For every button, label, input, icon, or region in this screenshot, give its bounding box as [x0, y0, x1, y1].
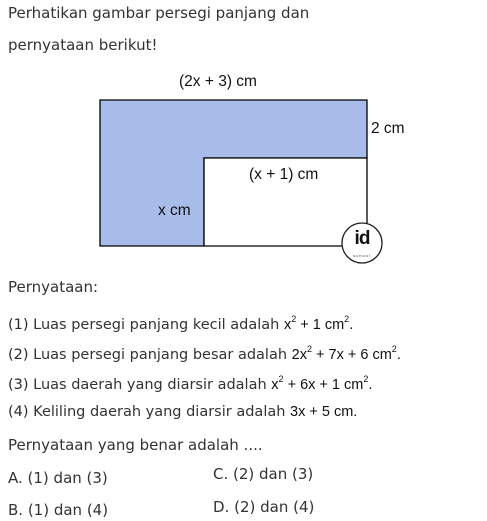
option-c[interactable]: C. (2) dan (3)	[213, 465, 314, 483]
statement-text: Keliling daerah yang diarsir adalah	[33, 404, 291, 420]
statement-2	[8, 344, 401, 363]
exponent: 2	[363, 374, 369, 384]
math-part: + 6x + 1 cm	[283, 377, 364, 393]
exponent: 2	[291, 314, 297, 324]
statement-text: Luas daerah yang diarsir adalah	[33, 377, 272, 393]
intro-line-2: pernyataan berikut!	[8, 36, 158, 54]
option-d[interactable]: D. (2) dan (4)	[213, 498, 315, 516]
logo-subtext: school	[353, 253, 371, 258]
statement-number: (2)	[8, 347, 29, 363]
intro-line-1: Perhatikan gambar persegi panjang dan	[8, 4, 310, 22]
top-width-label: (2x + 3) cm	[179, 73, 257, 90]
statements-title: Pernyataan:	[8, 278, 99, 296]
right-height-label: 2 cm	[371, 120, 405, 137]
exponent: 2	[278, 374, 284, 384]
statement-number: (4)	[8, 404, 29, 420]
statement-3	[8, 374, 372, 393]
math-part: x	[271, 377, 279, 393]
math-part: x	[283, 317, 292, 333]
question-text: Pernyataan yang benar adalah ....	[8, 436, 263, 454]
exponent: 2	[344, 314, 350, 324]
statement-text: Luas persegi panjang besar adalah	[33, 347, 292, 363]
inner-width-label: (x + 1) cm	[249, 166, 319, 183]
math-part: + 7x + 6 cm	[312, 347, 392, 363]
statement-1	[8, 314, 353, 333]
statement-4	[8, 404, 357, 420]
option-a[interactable]: A. (1) dan (3)	[8, 469, 108, 487]
period: .	[349, 317, 354, 333]
math-part: + 1 cm	[296, 317, 345, 333]
math-part: 2x	[291, 347, 307, 363]
logo-text: id	[354, 228, 370, 249]
exponent: 2	[391, 344, 397, 354]
math-part: 3x + 5 cm	[290, 404, 354, 420]
statement-number: (1)	[8, 317, 29, 333]
option-b[interactable]: B. (1) dan (4)	[8, 501, 109, 519]
period: .	[396, 347, 401, 363]
period: .	[368, 377, 373, 393]
statement-text: Luas persegi panjang kecil adalah	[33, 317, 284, 333]
left-height-label: x cm	[158, 202, 191, 219]
statement-number: (3)	[8, 377, 29, 393]
exponent: 2	[306, 344, 312, 354]
period: .	[353, 404, 358, 420]
